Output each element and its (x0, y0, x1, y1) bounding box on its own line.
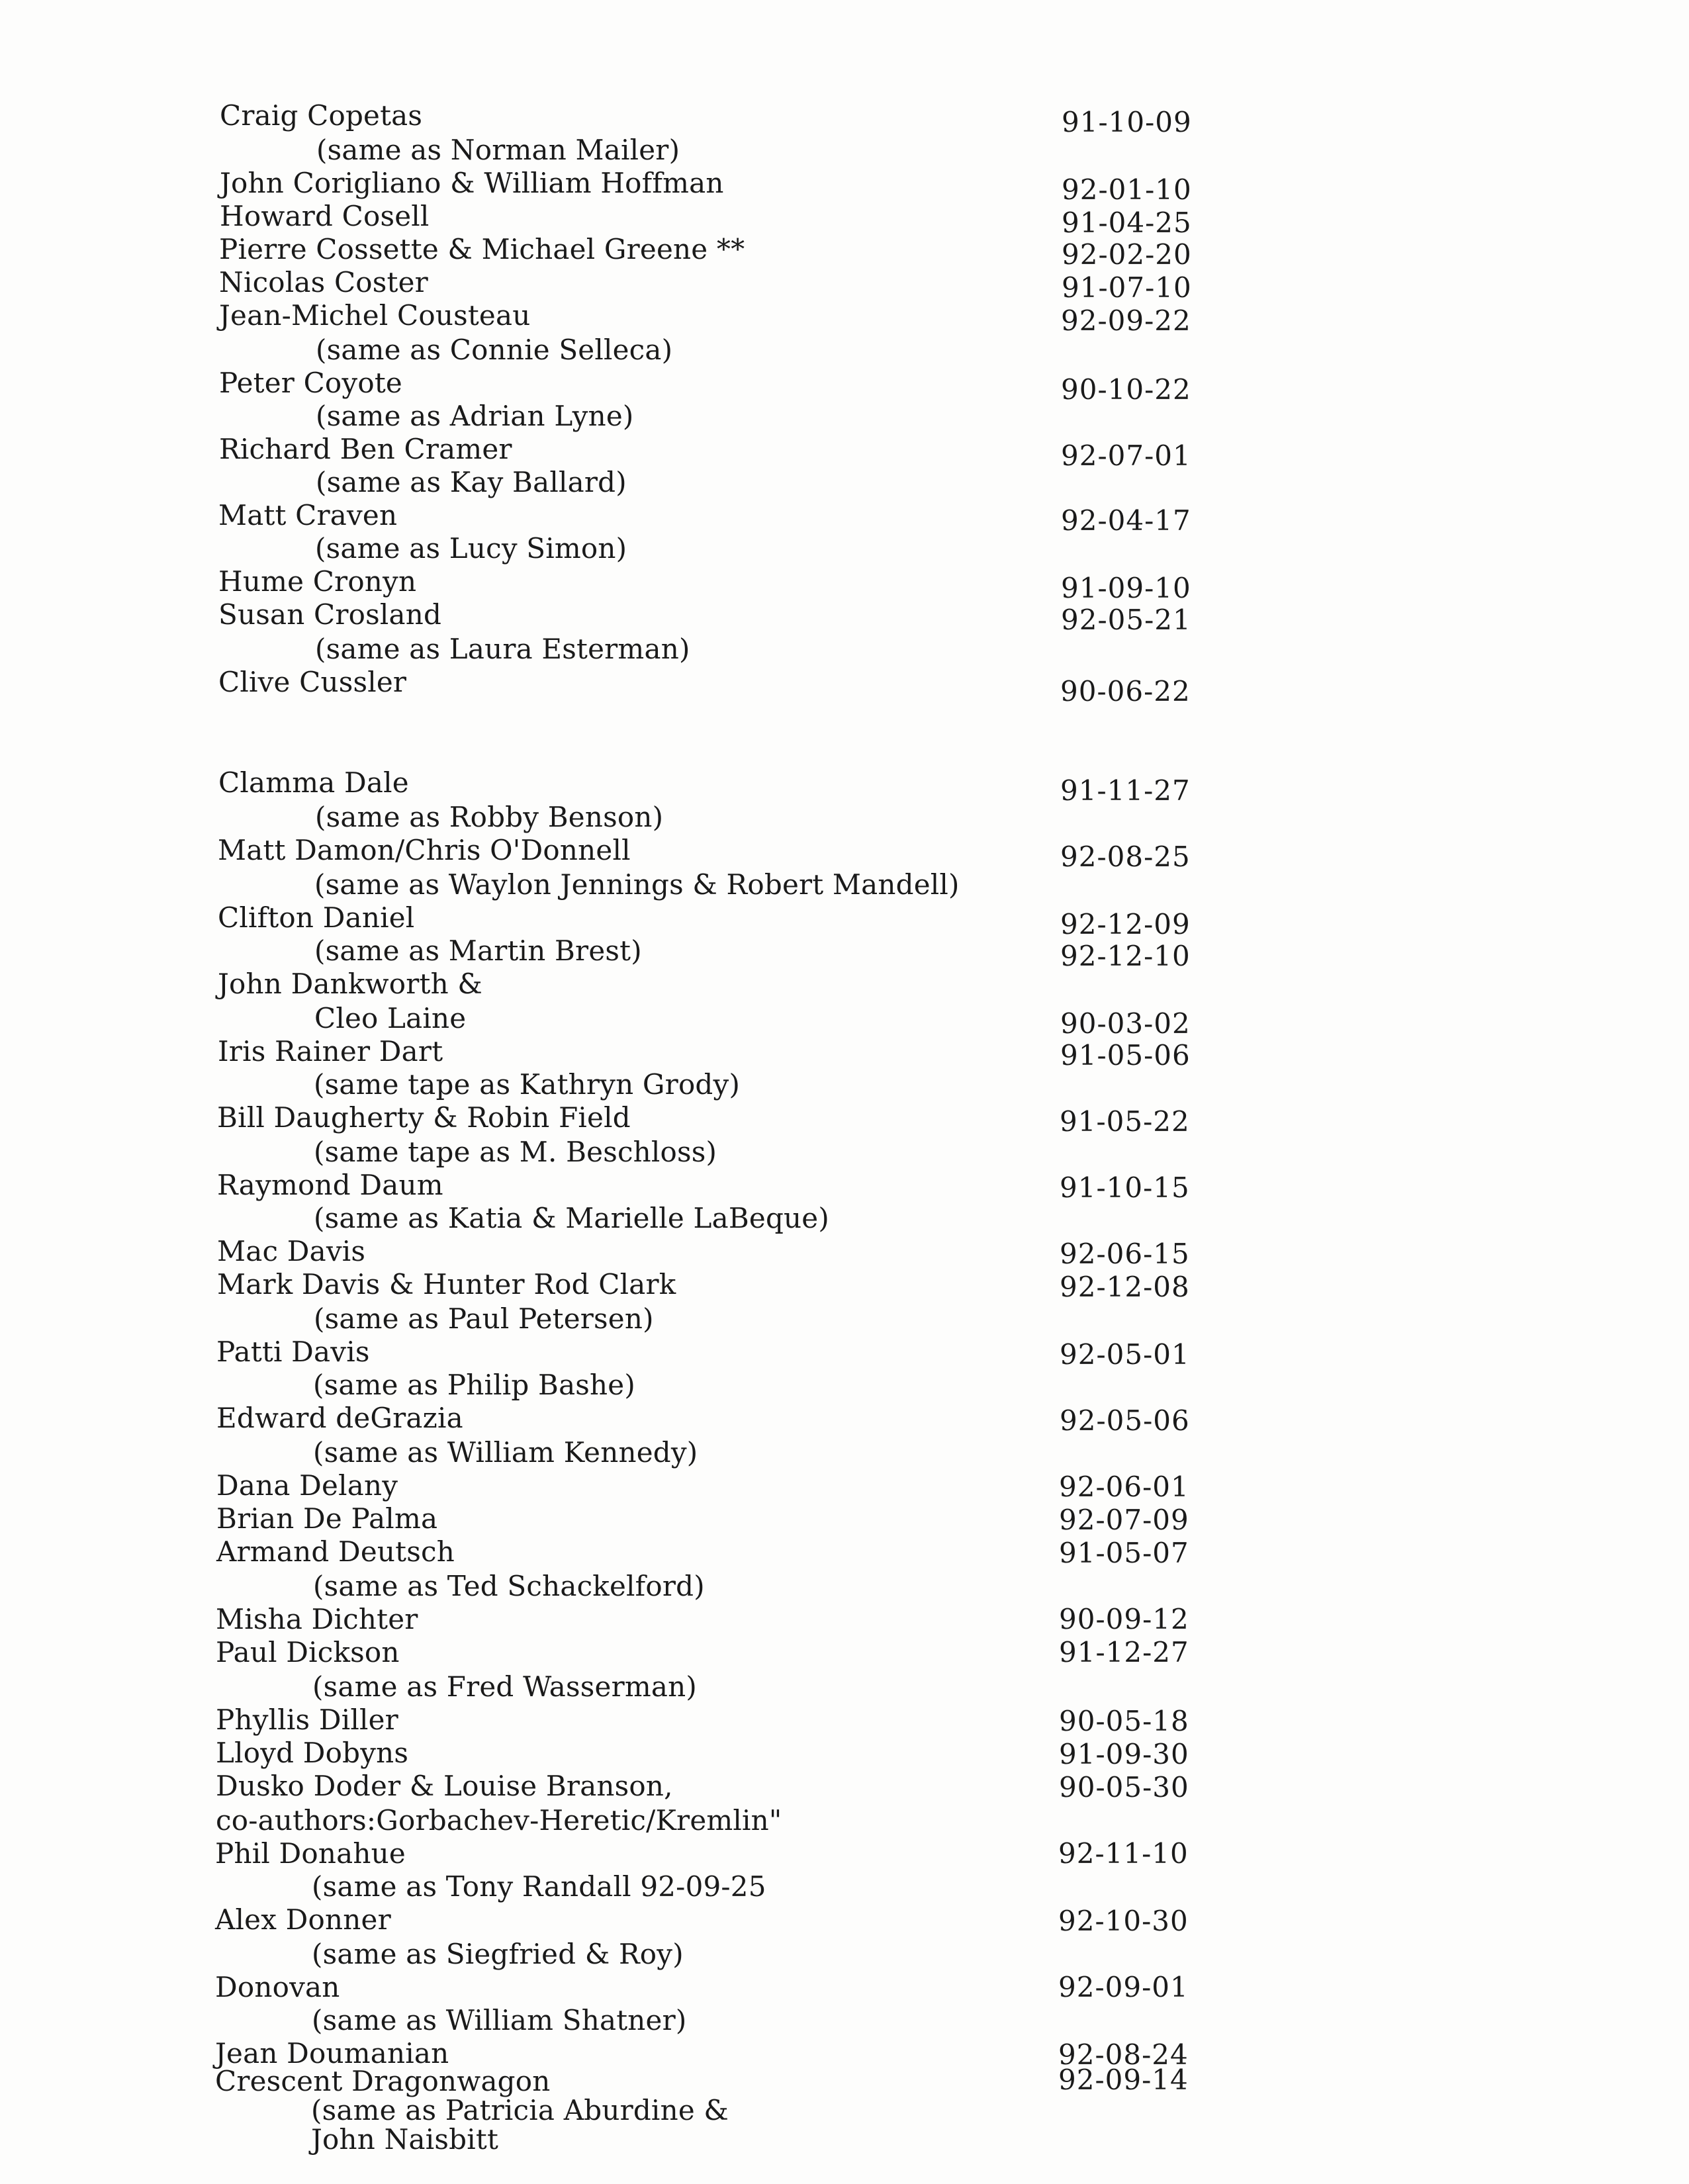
entry-name: John Dankworth & (218, 968, 482, 1000)
entry-note: (same as Fred Wasserman) (312, 1670, 697, 1703)
entry-name: John Corigliano & William Hoffman (220, 167, 724, 199)
entry-date: 92-12-08 (1060, 1271, 1190, 1303)
entry-date: 92-06-01 (1059, 1471, 1189, 1503)
entry-name: Susan Crosland (218, 598, 442, 631)
entry-name: Dana Delany (216, 1469, 398, 1502)
entry-name: Dusko Doder & Louise Branson, (216, 1770, 673, 1802)
entry-name: Mark Davis & Hunter Rod Clark (217, 1268, 676, 1300)
entry-date: 91-10-15 (1060, 1171, 1190, 1204)
entry-name: Brian De Palma (216, 1502, 438, 1535)
entry-note: (same as Connie Selleca) (316, 334, 673, 366)
entry-note: (same as Laura Esterman) (315, 633, 690, 665)
entry-name: Clamma Dale (218, 766, 409, 799)
entry-name: Alex Donner (215, 1903, 391, 1936)
entry-date: 91-07-10 (1062, 271, 1192, 304)
entry-date: 92-09-22 (1061, 304, 1191, 337)
entry-note: (same as Ted Schackelford) (313, 1570, 705, 1602)
entry-date: 92-04-17 (1061, 504, 1191, 537)
entry-date: 92-05-21 (1061, 604, 1191, 636)
entry-name: Misha Dichter (216, 1603, 418, 1635)
entry-note: (same as Robby Benson) (315, 801, 664, 833)
entry-name: Iris Rainer Dart (218, 1035, 443, 1068)
entry-note: (same as William Shatner) (312, 2004, 687, 2036)
entry-date: 92-10-30 (1058, 1905, 1189, 1937)
entry-note: (same as Katia & Marielle LaBeque) (314, 1202, 829, 1234)
entry-date: 90-10-22 (1061, 373, 1191, 406)
entry-date: 92-11-10 (1058, 1837, 1189, 1870)
entry-name: Matt Craven (218, 499, 398, 531)
entry-name: Bill Daugherty & Robin Field (217, 1101, 631, 1134)
entry-note: (same as Martin Brest) (314, 934, 642, 967)
entry-name: Raymond Daum (217, 1169, 443, 1201)
entry-name: Matt Damon/Chris O'Donnell (218, 834, 631, 866)
entry-date: 90-05-30 (1059, 1771, 1189, 1803)
entry-date: 92-12-10 (1060, 940, 1191, 972)
entry-name: Nicolas Coster (219, 266, 428, 298)
entry-date: 92-08-25 (1060, 841, 1191, 873)
entry-date: 92-07-01 (1061, 439, 1191, 472)
entry-name: Edward deGrazia (216, 1402, 463, 1434)
entry-note: (same as Adrian Lyne) (316, 400, 634, 432)
entry-date: 91-05-07 (1059, 1537, 1189, 1569)
entry-note: (same as Lucy Simon) (315, 532, 627, 565)
entry-note: (same as Siegfried & Roy) (312, 1938, 684, 1970)
entry-name: Clive Cussler (218, 666, 407, 698)
entry-name: Richard Ben Cramer (219, 433, 512, 465)
entry-name: Crescent Dragonwagon (215, 2065, 551, 2097)
entry-name: Jean Doumanian (215, 2037, 449, 2070)
entry-date: 91-12-27 (1059, 1636, 1189, 1668)
entry-date: 92-12-09 (1060, 908, 1191, 940)
entry-date: 90-09-12 (1059, 1603, 1189, 1635)
entry-name: Howard Cosell (220, 200, 430, 232)
entry-date: 91-09-10 (1061, 572, 1191, 604)
entry-date: 92-06-15 (1060, 1238, 1190, 1270)
entry-name: Hume Cronyn (218, 565, 417, 598)
entry-date: 91-11-27 (1060, 774, 1191, 807)
entry-note: (same as William Kennedy) (313, 1436, 698, 1469)
entry-name: Phil Donahue (215, 1837, 406, 1870)
entry-date: 92-09-14 (1058, 2064, 1189, 2096)
entry-name: Pierre Cossette & Michael Greene ** (219, 233, 745, 265)
entry-date: 92-05-06 (1060, 1404, 1190, 1437)
entry-date: 92-08-24 (1058, 2038, 1189, 2071)
entry-date: 92-07-09 (1059, 1504, 1189, 1536)
entry-name: Mac Davis (217, 1235, 366, 1267)
entry-date: 90-03-02 (1060, 1007, 1191, 1040)
entry-note: (same as Paul Petersen) (314, 1302, 654, 1335)
entry-note: (same as Kay Ballard) (316, 466, 627, 498)
entry-name: Lloyd Dobyns (216, 1737, 409, 1769)
entry-date: 91-09-30 (1059, 1738, 1189, 1770)
entry-note: (same as Philip Bashe) (313, 1369, 635, 1401)
entry-name: Patti Davis (216, 1336, 370, 1368)
entry-note: (same tape as M. Beschloss) (314, 1136, 717, 1168)
entry-name: Armand Deutsch (216, 1535, 455, 1568)
entry-date: 91-05-22 (1060, 1105, 1190, 1138)
entry-name: Phyllis Diller (216, 1704, 398, 1736)
entry-name: Paul Dickson (216, 1636, 400, 1668)
entry-note: (same as Patricia Aburdine & (311, 2094, 729, 2126)
entry-name: Clifton Daniel (218, 901, 415, 934)
entry-note: John Naisbitt (311, 2123, 499, 2156)
entry-name: co-authors:Gorbachev-Heretic/Kremlin" (216, 1804, 782, 1837)
entry-note: Cleo Laine (314, 1002, 467, 1034)
entry-date: 91-10-09 (1062, 106, 1192, 138)
entry-note: (same as Tony Randall 92-09-25 (312, 1870, 766, 1903)
entry-note: (same tape as Kathryn Grody) (314, 1068, 741, 1101)
entry-name: Peter Coyote (219, 367, 402, 399)
entry-date: 92-05-01 (1060, 1338, 1190, 1371)
entry-date: 91-05-06 (1060, 1039, 1191, 1071)
entry-note: (same as Norman Mailer) (316, 134, 680, 166)
entry-date: 92-01-10 (1062, 173, 1192, 206)
entry-date: 91-04-25 (1062, 206, 1192, 239)
entry-date: 92-02-20 (1062, 238, 1192, 271)
entry-date: 92-09-01 (1058, 1971, 1189, 2003)
entry-date: 90-05-18 (1059, 1705, 1189, 1737)
entry-note: (same as Waylon Jennings & Robert Mandell) (314, 868, 960, 901)
entry-name: Jean-Michel Cousteau (219, 299, 531, 332)
entry-name: Donovan (215, 1971, 340, 2003)
entry-name: Craig Copetas (220, 99, 423, 132)
entry-date: 90-06-22 (1060, 675, 1191, 707)
